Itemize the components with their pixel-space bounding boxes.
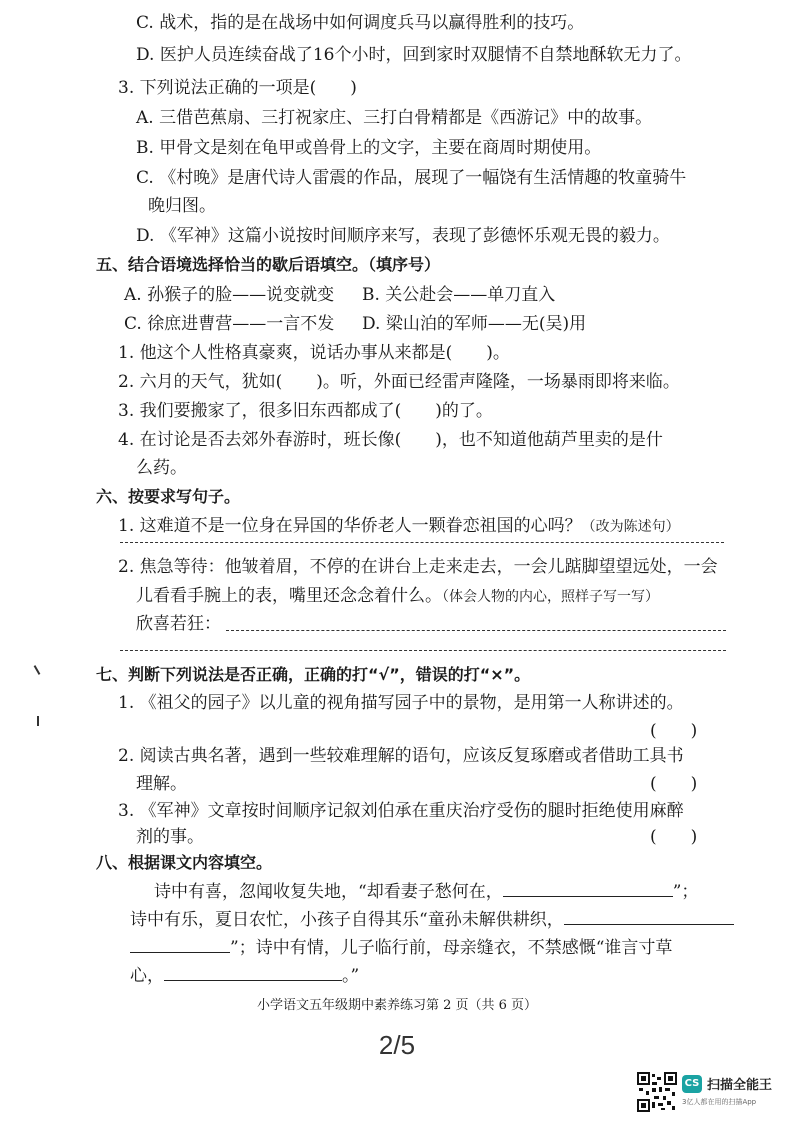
qr-code-icon [637, 1072, 677, 1112]
option-line: C. 《村晚》是唐代诗人雷震的作品，展现了一幅饶有生活情趣的牧童骑牛 [136, 168, 687, 188]
handwritten-note: （改为陈述句） [581, 519, 680, 535]
question-text: 儿看看手腕上的表，嘴里还念念着什么。 [136, 586, 442, 606]
question-line-continued: 理解。 [136, 774, 187, 794]
question-line: 3. 下列说法正确的一项是( ) [118, 78, 357, 98]
scanner-app-tagline: 3亿人都在用的扫描App [682, 1098, 757, 1106]
fill-text: 诗中有乐，夏日农忙，小孩子自得其乐“童孙未解供耕织， [130, 910, 564, 930]
option-line: C. 战术，指的是在战场中如何调度兵马以赢得胜利的技巧。 [136, 13, 585, 33]
question-line: 4. 在讨论是否去郊外春游时，班长像( )，也不知道他葫芦里卖的是什 [118, 430, 663, 450]
question-text: 1. 这难道不是一位身在异国的华侨老人一颗眷恋祖国的心吗？ [118, 516, 582, 536]
fill-blank[interactable] [564, 908, 734, 925]
option-line-continued: 晚归图。 [148, 196, 216, 216]
question-line-continued: 剂的事。 [136, 827, 204, 847]
judge-parentheses[interactable]: ( ) [650, 721, 698, 741]
question-line: 2. 焦急等待：他皱着眉，不停的在讲台上走来走去，一会儿踮脚望望远处，一会 [118, 557, 718, 577]
scan-mark [34, 665, 41, 675]
fill-line [154, 880, 698, 903]
fill-text: 诗中有喜，忽闻收复失地，“却看妻子愁何在， [154, 882, 503, 902]
section-heading: 七、判断下列说法是否正确，正确的打“√”，错误的打“×”。 [96, 665, 531, 684]
option-line: D. 医护人员连续奋战了16个小时，回到家时双腿情不自禁地酥软无力了。 [136, 45, 692, 65]
fill-text: 。” [342, 966, 360, 986]
prompt-label: 欣喜若狂： [136, 614, 221, 634]
fill-line [130, 908, 734, 931]
answer-line[interactable] [120, 542, 724, 543]
scan-mark [37, 716, 39, 726]
option-line: D. 《军神》这篇小说按时间顺序来写，表现了彭德怀乐观无畏的毅力。 [136, 226, 670, 246]
idiom-option: C. 徐庶进曹营——一言不发 [124, 314, 335, 334]
answer-line[interactable] [226, 630, 726, 631]
handwritten-note: （体会人物的内心，照样子写一写） [442, 589, 659, 605]
section-heading: 六、按要求写句子。 [96, 487, 241, 506]
question-line: 1. 他这个人性格真豪爽，说话办事从来都是( )。 [118, 343, 510, 363]
scanner-logo-icon: CS [682, 1075, 702, 1093]
fill-line [130, 964, 359, 987]
question-line [118, 515, 680, 538]
option-line: A. 三借芭蕉扇、三打祝家庄、三打白骨精都是《西游记》中的故事。 [136, 108, 653, 128]
fill-text: ”； [672, 882, 699, 902]
idiom-option: A. 孙猴子的脸——说变就变 [124, 285, 335, 305]
fill-line [130, 936, 672, 959]
question-line: 2. 六月的天气，犹如( )。听，外面已经雷声隆隆，一场暴雨即将来临。 [118, 372, 680, 392]
section-heading: 五、结合语境选择恰当的歇后语填空。（填序号） [96, 255, 441, 274]
question-line: 3. 我们要搬家了，很多旧东西都成了( )的了。 [118, 401, 493, 421]
fill-text: ”；诗中有情，儿子临行前，母亲缝衣，不禁感慨“谁言寸草 [230, 938, 673, 958]
question-line-continued: 么药。 [136, 458, 187, 478]
idiom-option: B. 关公赴会——单刀直入 [362, 285, 556, 305]
answer-line[interactable] [120, 650, 726, 651]
fill-blank[interactable] [503, 880, 673, 897]
page-footer: 小学语文五年级期中素养练习第 2 页（共 6 页） [256, 998, 538, 1013]
fill-text: 心， [130, 966, 164, 986]
fill-blank[interactable] [130, 936, 230, 953]
idiom-option: D. 梁山泊的军师——无(吴)用 [362, 314, 587, 334]
option-line: B. 甲骨文是刻在龟甲或兽骨上的文字，主要在商周时期使用。 [136, 138, 602, 158]
scanner-app-name: 扫描全能王 [707, 1078, 773, 1093]
question-line-continued [136, 585, 659, 608]
judge-parentheses[interactable]: ( ) [650, 827, 698, 847]
question-line: 2. 阅读古典名著，遇到一些较难理解的语句，应该反复琢磨或者借助工具书 [118, 746, 684, 766]
page-indicator: 2/5 [378, 1030, 416, 1060]
question-line: 3. 《军神》文章按时间顺序记叙刘伯承在重庆治疗受伤的腿时拒绝使用麻醉 [118, 801, 684, 821]
section-heading: 八、根据课文内容填空。 [96, 853, 273, 872]
judge-parentheses[interactable]: ( ) [650, 774, 698, 794]
question-line: 1. 《祖父的园子》以儿童的视角描写园子中的景物，是用第一人称讲述的。 [118, 693, 684, 713]
fill-blank[interactable] [164, 964, 342, 981]
